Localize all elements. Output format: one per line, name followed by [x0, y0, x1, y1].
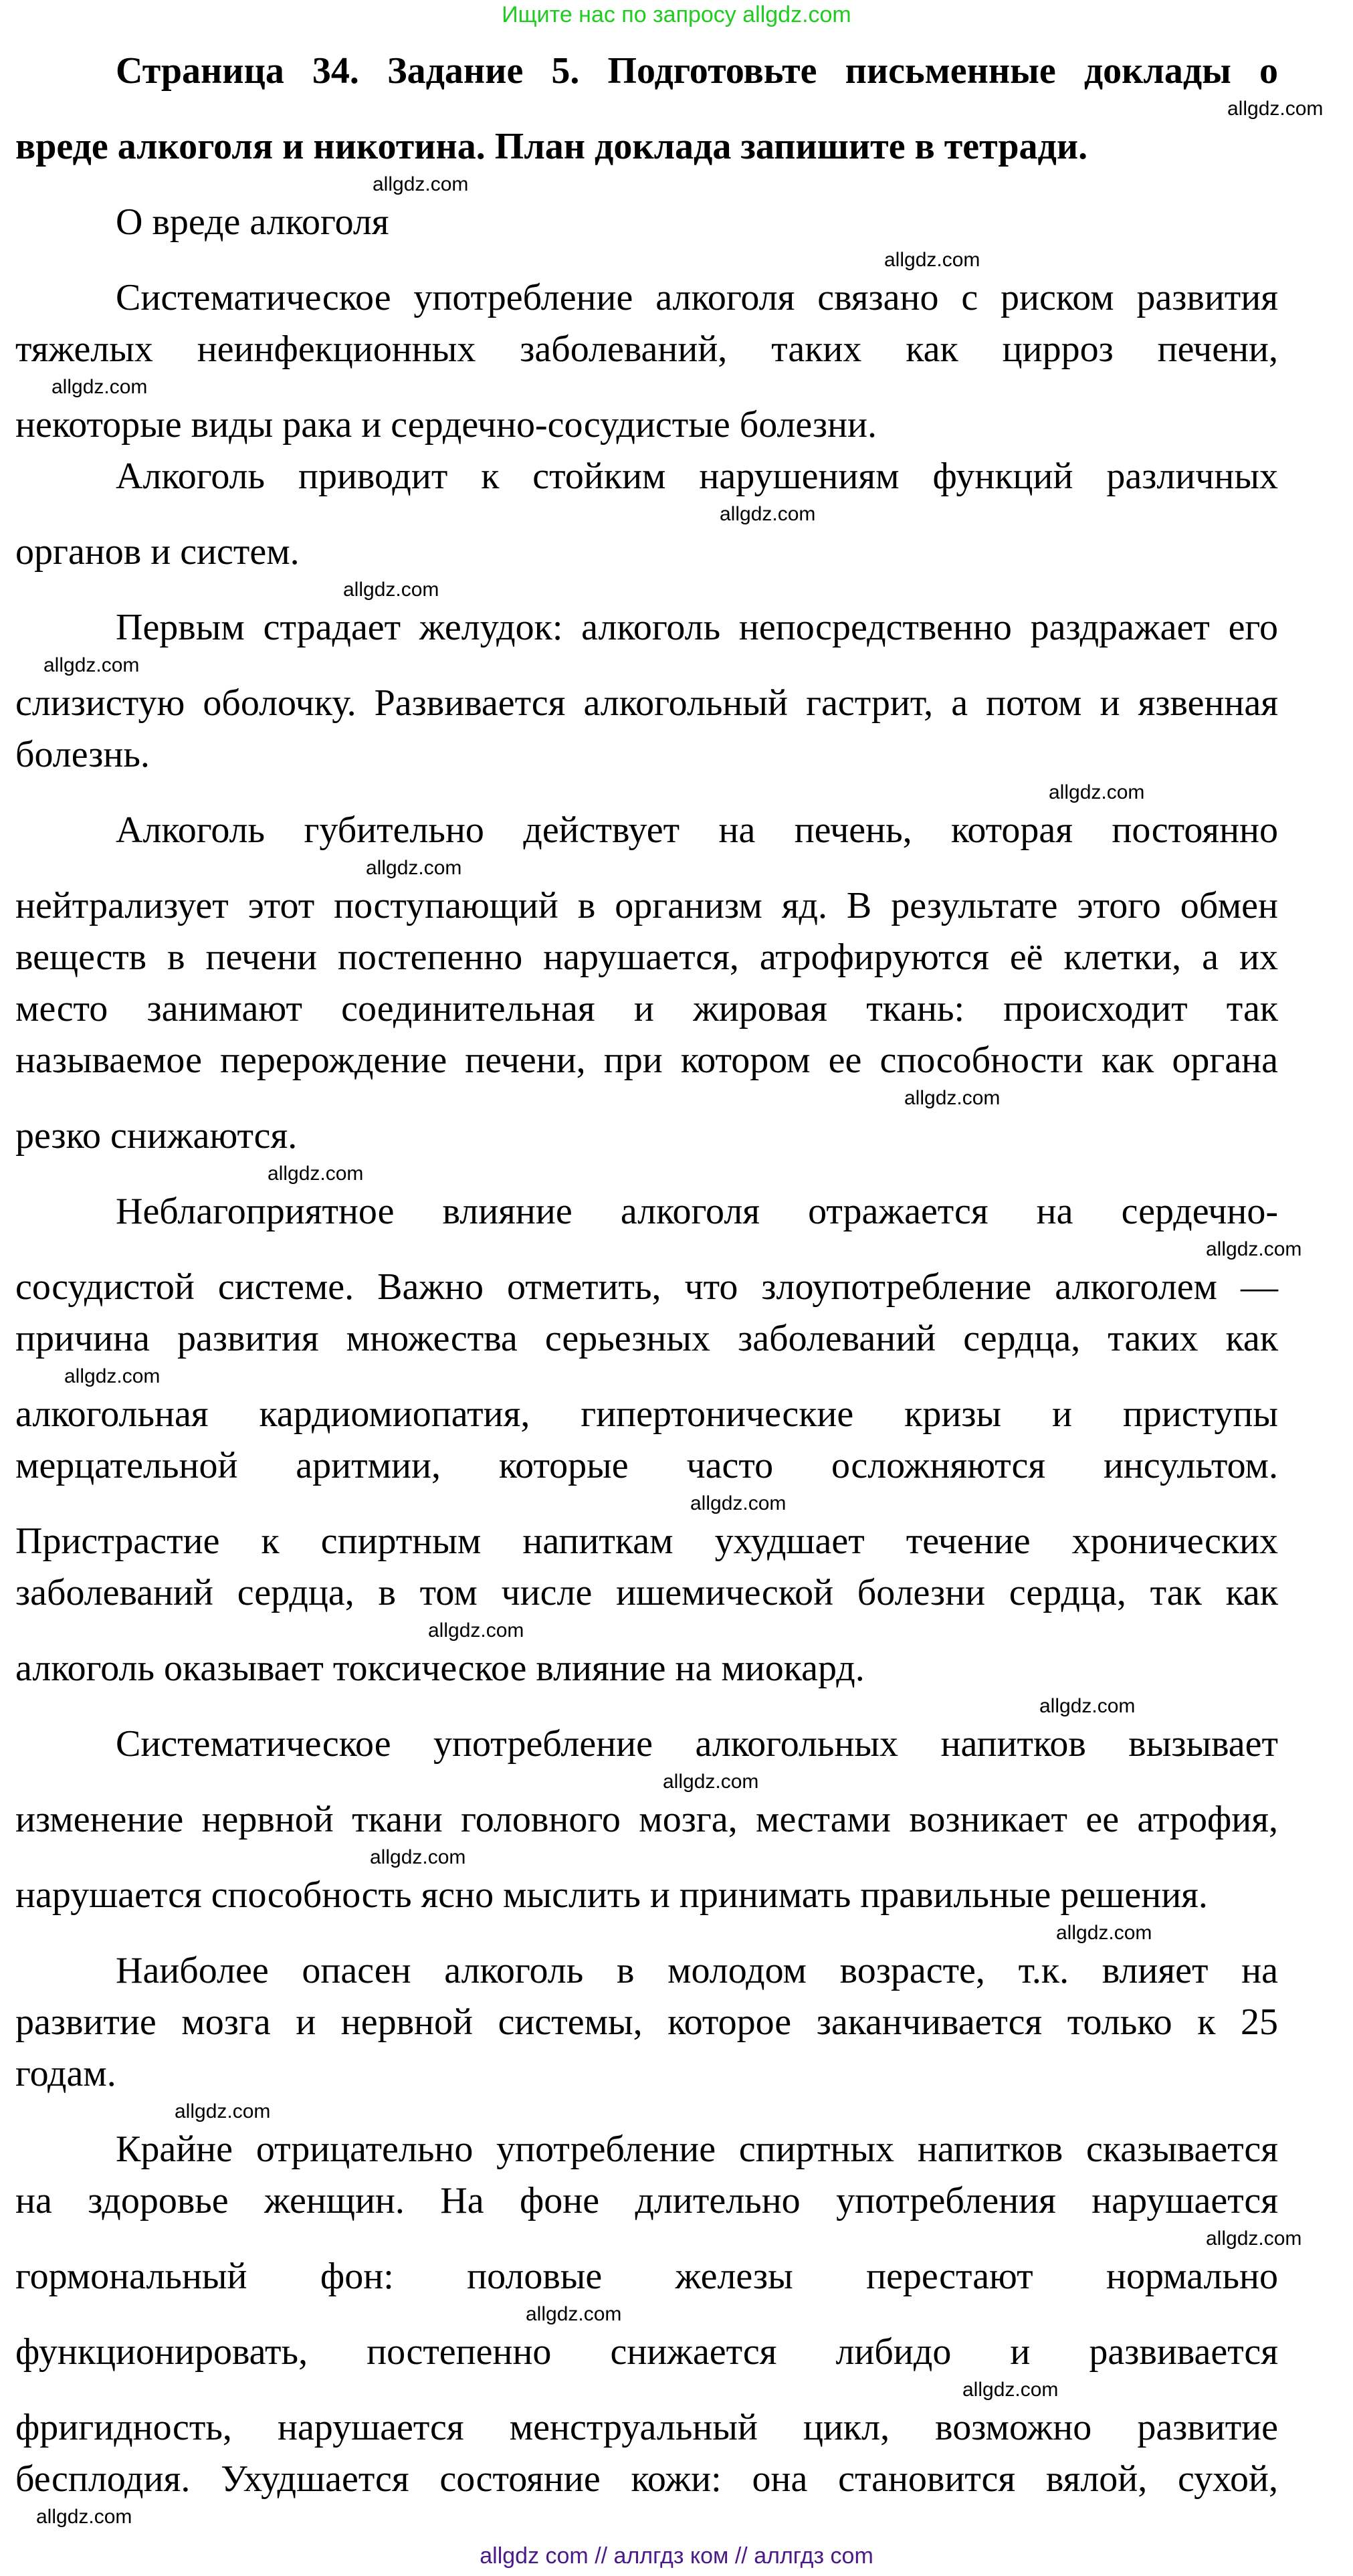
watermark-row: [15, 2302, 1278, 2326]
text-line: изменение нервной ткани головного мозга, местами возникает ее атрофия,: [15, 1799, 1278, 1840]
watermark-row: [15, 856, 1278, 880]
watermark-row: [15, 248, 1278, 272]
watermark-row: [15, 1619, 1278, 1643]
text-line: мерцательной аритмии, которые часто осложняются инсультом.: [15, 1445, 1278, 1486]
text-line: О вреде алкоголя: [116, 201, 389, 243]
paragraph: [15, 197, 1278, 272]
text-line: причина развития множества серьезных заболеваний сердца, таких как: [15, 1318, 1278, 1359]
footer-links: allgdz com // аллгдз ком // аллгдз com: [480, 2543, 873, 2569]
watermark: allgdz.com: [43, 654, 140, 676]
text-line: нейтрализует этот поступающий в организм яд. В результате этого обмен: [15, 885, 1278, 926]
watermark-row: [15, 1162, 1278, 1186]
watermark-row: [15, 1086, 1278, 1110]
watermark-row: [15, 1365, 1278, 1389]
watermark: allgdz.com: [343, 579, 439, 601]
watermark: allgdz.com: [1206, 2227, 1302, 2250]
watermark-row: [15, 502, 1278, 526]
paragraph: [15, 1718, 1278, 1945]
watermark-row: [15, 173, 1278, 197]
paragraph: [15, 2124, 1302, 2529]
text-line: годам.: [15, 2053, 116, 2094]
watermark-row: [15, 2100, 1278, 2124]
watermark-row: [15, 97, 1324, 121]
text-line: развитие мозга и нервной системы, которое заканчивается только к 25: [15, 2001, 1278, 2043]
text-line: тяжелых неинфекционных заболеваний, таких как цирроз печени,: [15, 328, 1278, 370]
watermark: allgdz.com: [690, 1492, 787, 1514]
task-heading: [15, 45, 1324, 197]
watermark-row: [15, 2227, 1302, 2251]
text-line: заболеваний сердца, в том числе ишемической болезни сердца, так как: [15, 1572, 1278, 1613]
watermark: allgdz.com: [1056, 1922, 1152, 1944]
paragraph: [15, 602, 1278, 805]
watermark-row: [15, 375, 1278, 399]
paragraph: [15, 272, 1278, 451]
text-line: Алкоголь приводит к стойким нарушениям функций различных: [116, 456, 1278, 497]
watermark-row: [15, 1492, 1278, 1516]
text-line: нарушается способность ясно мыслить и принимать правильные решения.: [15, 1874, 1208, 1916]
text-line: органов и систем.: [15, 531, 300, 573]
text-line: резко снижаются.: [15, 1115, 298, 1157]
text-line: на здоровье женщин. На фоне длительно употребления нарушается: [15, 2180, 1278, 2221]
paragraph: [15, 1186, 1302, 1718]
watermark-row: [15, 1237, 1302, 1262]
watermark-row: [15, 578, 1278, 602]
text-line: веществ в печени постепенно нарушается, атрофируются её клетки, а их: [15, 936, 1278, 978]
search-hint-banner: Ищите нас по запросу allgdz.com: [502, 2, 851, 27]
document-body: [15, 45, 1324, 2529]
watermark-row: [15, 1694, 1278, 1718]
text-line: болезнь.: [15, 734, 150, 775]
paragraph: [15, 451, 1278, 602]
paragraph: [15, 805, 1278, 1186]
text-line: Систематическое употребление алкогольных напитков вызывает: [116, 1723, 1278, 1765]
watermark: allgdz.com: [64, 1365, 161, 1387]
watermark-row: [15, 2378, 1278, 2402]
watermark: allgdz.com: [962, 2379, 1059, 2401]
text-line: бесплодия. Ухудшается состояние кожи: она становится вялой, сухой,: [15, 2458, 1278, 2500]
watermark-row: [15, 654, 1278, 678]
text-line: Пристрастие к спиртным напиткам ухудшает течение хронических: [15, 1520, 1278, 1562]
watermark-row: [15, 781, 1278, 805]
watermark: allgdz.com: [373, 173, 469, 195]
text-line: алкоголь оказывает токсическое влияние на миокард.: [15, 1648, 865, 1689]
text-line: вреде алкоголя и никотина. План доклада запишите в тетради.: [15, 126, 1088, 167]
watermark-row: [15, 2505, 1278, 2529]
text-line: Первым страдает желудок: алкоголь непосредственно раздражает его: [116, 607, 1278, 648]
watermark: allgdz.com: [1206, 1238, 1302, 1260]
text-line: Систематическое употребление алкоголя связано с риском развития: [116, 277, 1278, 318]
watermark: allgdz.com: [904, 1087, 1001, 1109]
watermark: allgdz.com: [526, 2303, 622, 2325]
text-line: гормональный фон: половые железы перестают нормально: [15, 2256, 1278, 2297]
watermark: allgdz.com: [370, 1846, 466, 1868]
text-line: функционировать, постепенно снижается либидо и развивается: [15, 2331, 1278, 2373]
watermark-row: [15, 1846, 1278, 1870]
text-line: Неблагоприятное влияние алкоголя отражается на сердечно-: [116, 1191, 1278, 1232]
watermark-row: [15, 1921, 1278, 1945]
watermark: allgdz.com: [428, 1619, 524, 1642]
watermark: allgdz.com: [663, 1771, 759, 1793]
watermark: allgdz.com: [51, 376, 148, 398]
text-line: слизистую оболочку. Развивается алкогольный гастрит, а потом и язвенная: [15, 682, 1278, 724]
watermark: allgdz.com: [366, 857, 462, 879]
text-line: Страница 34. Задание 5. Подготовьте письменные доклады о: [116, 50, 1278, 92]
watermark: allgdz.com: [1227, 98, 1324, 120]
text-line: Крайне отрицательно употребление спиртных напитков сказывается: [116, 2128, 1278, 2170]
text-line: сосудистой системе. Важно отметить, что злоупотребление алкоголем —: [15, 1266, 1278, 1308]
text-line: фригидность, нарушается менструальный цикл, возможно развитие: [15, 2407, 1278, 2448]
watermark: allgdz.com: [1049, 781, 1145, 803]
watermark: allgdz.com: [884, 249, 980, 271]
watermark: allgdz.com: [175, 2100, 271, 2122]
text-line: называемое перерождение печени, при котором ее способности как органа: [15, 1039, 1278, 1081]
text-line: место занимают соединительная и жировая ткань: происходит так: [15, 988, 1278, 1029]
watermark: allgdz.com: [1039, 1695, 1136, 1717]
text-line: Алкоголь губительно действует на печень, которая постоянно: [116, 809, 1278, 851]
watermark: allgdz.com: [268, 1163, 364, 1185]
paragraph: [15, 1945, 1278, 2124]
text-line: Наиболее опасен алкоголь в молодом возрасте, т.к. влияет на: [116, 1950, 1278, 1991]
watermark-row: [15, 1770, 1278, 1794]
watermark: allgdz.com: [720, 503, 816, 525]
text-line: алкогольная кардиомиопатия, гипертонические кризы и приступы: [15, 1393, 1278, 1435]
watermark: allgdz.com: [36, 2506, 132, 2528]
text-line: некоторые виды рака и сердечно-сосудистые болезни.: [15, 404, 877, 445]
